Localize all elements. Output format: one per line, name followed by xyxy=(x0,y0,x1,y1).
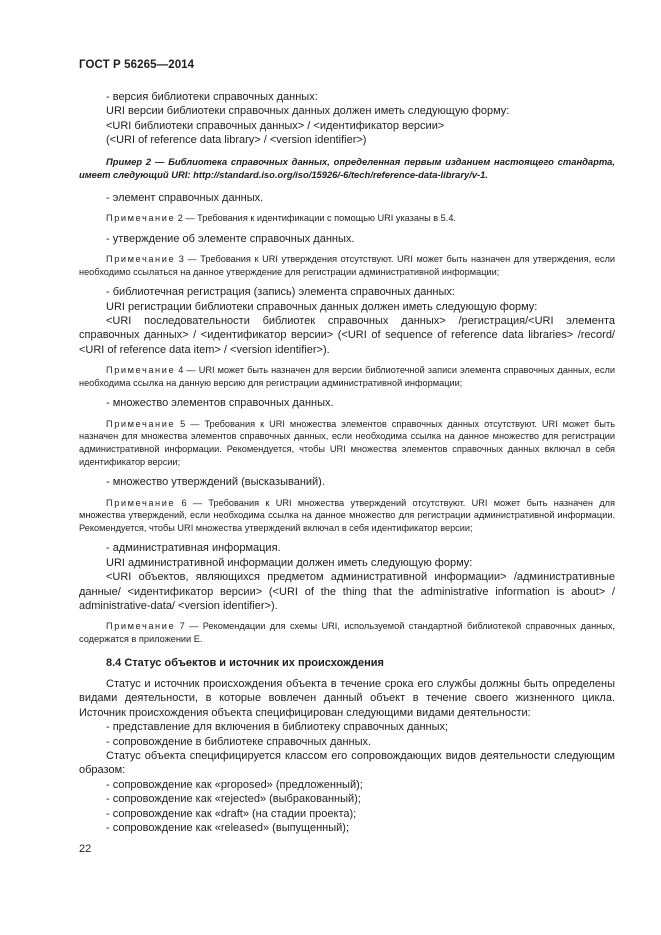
uri-form: <URI библиотеки справочных данных> / <идентификатор версии> xyxy=(106,119,445,132)
list-item-statement-set: - множество утверждений (высказываний). xyxy=(106,476,325,489)
note-7 xyxy=(79,620,615,645)
note-2 xyxy=(79,212,615,225)
paragraph: Статус и источник происхождения объекта в течение срока его службы должны быть определены видами деятельности, в которые вовлечен данный объект в течение своего жизненного цикла. Источник происхождения объекта специфицирован следующими видами деятельности: xyxy=(79,678,615,719)
page-content xyxy=(79,90,615,836)
paragraph: URI административной информации должен иметь следующую форму: xyxy=(106,556,473,569)
example-2 xyxy=(79,155,615,181)
paragraph: Статус объекта специфицируется классом его сопровождающих видов деятельности следующим образом: xyxy=(79,750,615,777)
list-item: - сопровождение в библиотеке справочных данных. xyxy=(106,735,372,748)
note-6 xyxy=(79,497,615,535)
list-item-statement: - утверждение об элементе справочных данных. xyxy=(106,232,355,245)
note-label: Примечание xyxy=(106,497,176,508)
document-header: ГОСТ Р 56265—2014 xyxy=(79,59,195,71)
list-item-registration: - библиотечная регистрация (запись) элемента справочных данных: xyxy=(106,286,455,299)
note-label: Примечание xyxy=(106,418,176,429)
example-label: Пример 2 xyxy=(106,155,152,167)
note-text: 6 — Требования к URI множества утверждений отсутствуют. URI может быть назначен для множества утверждений, если необходима ссылка на данное множество для регистрации административной информации. Рекомендуется, чтобы URI множества утверждений включал в себя идентификатор версии; xyxy=(79,497,615,533)
list-item: - сопровождение как «proposed» (предложенный); xyxy=(106,778,363,791)
note-label: Примечание xyxy=(106,621,176,632)
note-label: Примечание xyxy=(106,213,176,224)
list-item: - сопровождение как «draft» (на стадии проекта); xyxy=(106,807,357,820)
list-item: - представление для включения в библиотеку справочных данных; xyxy=(106,721,449,734)
list-item-admin-info: - административная информация. xyxy=(106,542,281,555)
note-4 xyxy=(79,364,615,389)
page-number: 22 xyxy=(79,843,92,855)
list-item: - сопровождение как «rejected» (выбракованный); xyxy=(106,793,361,806)
paragraph: URI регистрации библиотеки справочных данных должен иметь следующую форму: xyxy=(106,300,538,313)
note-text: 2 — Требования к идентификации с помощью URI указаны в 5.4. xyxy=(175,213,456,224)
uri-form-en: (<URI of reference data library> / <version identifier>) xyxy=(106,134,367,147)
example-text: — Библиотека справочных данных, определенная первым изданием настоящего стандарта, имеет следующий URI: http://standard.iso.org/iso/15926/-6/tech/reference-data-library/v-1. xyxy=(79,155,615,180)
note-text: 7 — Рекомендации для схемы URI, используемой стандартной библиотекой справочных данных, содержатся в приложении Е. xyxy=(79,621,615,645)
paragraph: URI версии библиотеки справочных данных должен иметь следующую форму: xyxy=(106,105,510,118)
note-3 xyxy=(79,253,615,278)
note-5 xyxy=(79,418,615,468)
note-text: 4 — URI может быть назначен для версии библиотечной записи элемента справочных данных, если необходима ссылка на данную версию для регистрации административной информации; xyxy=(79,365,615,388)
uri-form: <URI последовательности библиотек справочных данных> /регистрация/<URI элемента справочных данных> / <идентификатор версии> (<URI of sequence of reference data libraries> /record/ <URI of reference data item> / <version identifier>). xyxy=(79,315,615,356)
note-text: 3 — Требования к URI утверждения отсутствуют. URI может быть назначен для утверждения, если необходимо ссылаться на данное утверждение для регистрации административной информации; xyxy=(79,254,615,277)
note-label: Примечание xyxy=(106,365,176,376)
note-label: Примечание xyxy=(106,254,176,265)
uri-form: <URI объектов, являющихся предметом административной информации> /административные данные/ <идентификатор версии> (<URI of the thing that the administrative information is about> / administrative-data/ <version identifier>). xyxy=(79,571,615,613)
list-item: - сопровождение как «released» (выпущенный); xyxy=(106,822,350,835)
list-item-version: - версия библиотеки справочных данных: xyxy=(106,91,318,103)
list-item-element: - элемент справочных данных. xyxy=(106,191,264,204)
note-text: 5 — Требования к URI множества элементов справочных данных отсутствуют. URI может быть назначен для множества элементов справочных данных, если необходима ссылка на данное множество для регистрации административной информации. Рекомендуется, чтобы URI множества элементов справочных данных включал в себя идентификатор версии; xyxy=(79,418,615,467)
list-item-element-set: - множество элементов справочных данных. xyxy=(106,397,334,410)
section-heading: 8.4 Статус объектов и источник их происхождения xyxy=(106,656,384,669)
